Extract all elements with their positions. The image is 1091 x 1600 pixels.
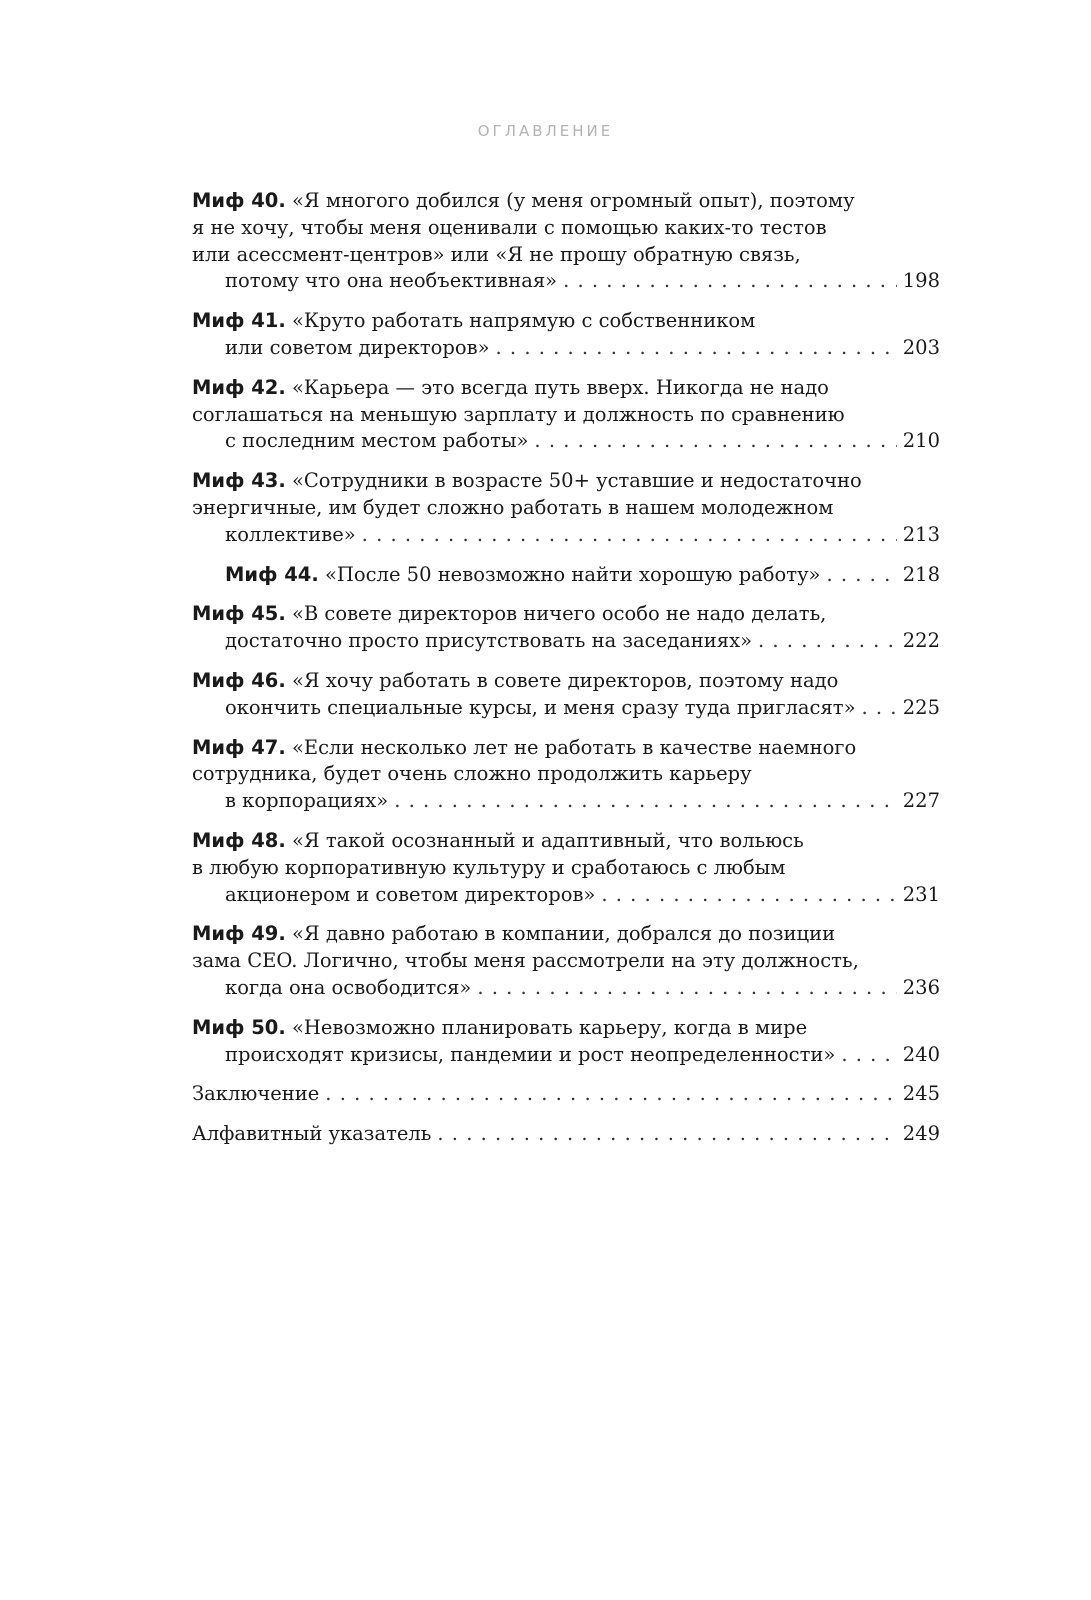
dot-leader (826, 562, 896, 589)
myth-label: Миф 45. (192, 602, 286, 626)
toc-entry[interactable] (192, 375, 940, 455)
toc-entry[interactable] (192, 828, 940, 908)
toc-entry-line (192, 761, 940, 788)
toc-entry-last-line (225, 695, 940, 722)
toc-entry-text: энергичные, им будет сложно работать в нашем молодежном (192, 495, 834, 519)
toc-entry-line (192, 601, 940, 628)
myth-label: Миф 47. (192, 735, 286, 759)
dot-leader (563, 268, 897, 295)
toc-entry-line (192, 468, 940, 495)
page-number: 203 (902, 335, 940, 359)
toc-entry-last-line (225, 562, 940, 589)
toc-entry-text: «После 50 невозможно найти хорошую работу» (324, 562, 821, 586)
toc-entry-text: «Я давно работаю в компании, добрался до позиции (291, 922, 836, 946)
toc-entry[interactable] (192, 735, 940, 815)
myth-label: Миф 41. (192, 309, 286, 333)
toc-entry-text: в любую корпоративную культуру и сработаюсь с любым (192, 855, 786, 879)
toc-entry[interactable] (192, 1081, 940, 1108)
dot-leader (325, 1081, 896, 1108)
page-number: 198 (902, 269, 940, 293)
toc-entry-line (192, 828, 940, 855)
toc-entry-text: «Невозможно планировать карьеру, когда в мире (291, 1015, 808, 1039)
toc-entry-text: «Я многого добился (у меня огромный опыт), поэтому (291, 189, 855, 212)
toc-entry-last-line (225, 1042, 940, 1069)
dot-leader (496, 335, 897, 362)
toc-entry-text: «Я такой осознанный и адаптивный, что вольюсь (291, 828, 804, 852)
toc-entry-text: или асессмент-центров» или «Я не прошу обратную связь, (192, 242, 801, 266)
toc-entry-line (192, 375, 940, 402)
toc-entry-last-line (225, 975, 940, 1002)
page-number: 249 (902, 1122, 940, 1146)
toc-entry-line (192, 188, 940, 215)
toc-entry-text: «Если несколько лет не работать в качестве наемного (291, 735, 857, 759)
page-number: 236 (902, 975, 940, 999)
toc-entry-line (192, 308, 940, 335)
toc-entry-line (192, 735, 940, 762)
toc-entry-line (192, 402, 940, 429)
dot-leader (758, 628, 897, 655)
page-number: 231 (902, 882, 940, 906)
toc-entry-line (192, 215, 940, 242)
toc-entry-last-line (225, 788, 940, 815)
page-number: 225 (902, 695, 940, 719)
dot-leader (534, 428, 896, 455)
toc-entry-line (192, 921, 940, 948)
dot-leader (477, 975, 896, 1002)
toc-entry-text: «Карьера — это всегда путь вверх. Никогда не надо (291, 375, 829, 399)
toc-entry[interactable] (192, 921, 940, 1001)
toc-entry[interactable] (192, 668, 940, 722)
toc-entry-line (192, 668, 940, 695)
toc-entry-text: «Я хочу работать в совете директоров, поэтому надо (291, 668, 839, 692)
toc-entry[interactable] (192, 1015, 940, 1069)
toc-entry-text: зама CEO. Логично, чтобы меня рассмотрели на эту должность, (192, 949, 859, 973)
page-number: 227 (902, 789, 940, 813)
myth-label: Миф 43. (192, 469, 286, 493)
toc-entry-last-line (192, 1121, 940, 1148)
toc-entry-line (192, 855, 940, 882)
toc-entry-text: в корпорациях» (225, 789, 389, 813)
page-number: 218 (902, 562, 940, 586)
page-number: 240 (902, 1042, 940, 1066)
toc-entry-last-line (225, 522, 940, 549)
toc-entry-text: «Сотрудники в возрасте 50+ уставшие и недостаточно (291, 469, 862, 493)
toc-entry-text: акционером и советом директоров» (225, 882, 596, 906)
myth-label: Миф 48. (192, 828, 286, 852)
toc-entry[interactable] (192, 188, 940, 295)
myth-label: Миф 44. (225, 562, 319, 586)
toc-entry-text: я не хочу, чтобы меня оценивали с помощью каких-то тестов (192, 215, 827, 239)
toc-entry-last-line (225, 428, 940, 455)
toc-entry-text: когда она освободится» (225, 975, 472, 999)
toc-entry-text: Заключение (192, 1082, 320, 1106)
dot-leader (841, 1042, 896, 1069)
page-number: 213 (902, 522, 940, 546)
toc-entry-text: с последним местом работы» (225, 429, 529, 453)
toc-entry[interactable] (192, 1121, 940, 1148)
toc-entry-text: сотрудника, будет очень сложно продолжить карьеру (192, 762, 752, 786)
page-number: 210 (902, 429, 940, 453)
toc-entry-text: «Круто работать напрямую с собственником (291, 309, 756, 333)
toc-entry-text: «В совете директоров ничего особо не надо делать, (291, 602, 827, 626)
toc-entry-last-line (225, 628, 940, 655)
toc-entry-text: коллективе» (225, 522, 356, 546)
toc-entry-last-line (225, 882, 940, 909)
running-head: ОГЛАВЛЕНИЕ (477, 122, 614, 140)
myth-label: Миф 49. (192, 922, 286, 946)
myth-label: Миф 42. (192, 375, 286, 399)
dot-leader (437, 1121, 896, 1148)
toc-entry-text: достаточно просто присутствовать на заседаниях» (225, 629, 752, 653)
toc-entry-line (192, 948, 940, 975)
toc-entry-text: соглашаться на меньшую зарплату и должность по сравнению (192, 402, 845, 426)
toc-entry-last-line (225, 335, 940, 362)
dot-leader (394, 788, 897, 815)
toc-entry-text: окончить специальные курсы, и меня сразу туда пригласят» (225, 695, 856, 719)
dot-leader (601, 882, 896, 909)
myth-label: Миф 50. (192, 1015, 286, 1039)
toc-entry-text: потому что она необъективная» (225, 269, 558, 293)
page-number: 222 (902, 629, 940, 653)
dot-leader (362, 522, 897, 549)
dot-leader (862, 695, 897, 722)
table-of-contents (192, 188, 940, 1161)
toc-entry-line (192, 495, 940, 522)
toc-entry-last-line (192, 1081, 940, 1108)
toc-entry[interactable] (192, 601, 940, 655)
toc-entry[interactable] (192, 468, 940, 548)
toc-entry-text: Алфавитный указатель (192, 1122, 432, 1146)
page-number: 245 (902, 1082, 940, 1106)
myth-label: Миф 40. (192, 189, 286, 212)
toc-entry-text: или советом директоров» (225, 335, 490, 359)
toc-entry[interactable] (192, 562, 940, 589)
myth-label: Миф 46. (192, 668, 286, 692)
toc-entry-text: происходят кризисы, пандемии и рост неопределенности» (225, 1042, 836, 1066)
toc-entry-line (192, 1015, 940, 1042)
toc-entry[interactable] (192, 308, 940, 362)
toc-entry-line (192, 242, 940, 269)
toc-entry-last-line (225, 268, 940, 295)
